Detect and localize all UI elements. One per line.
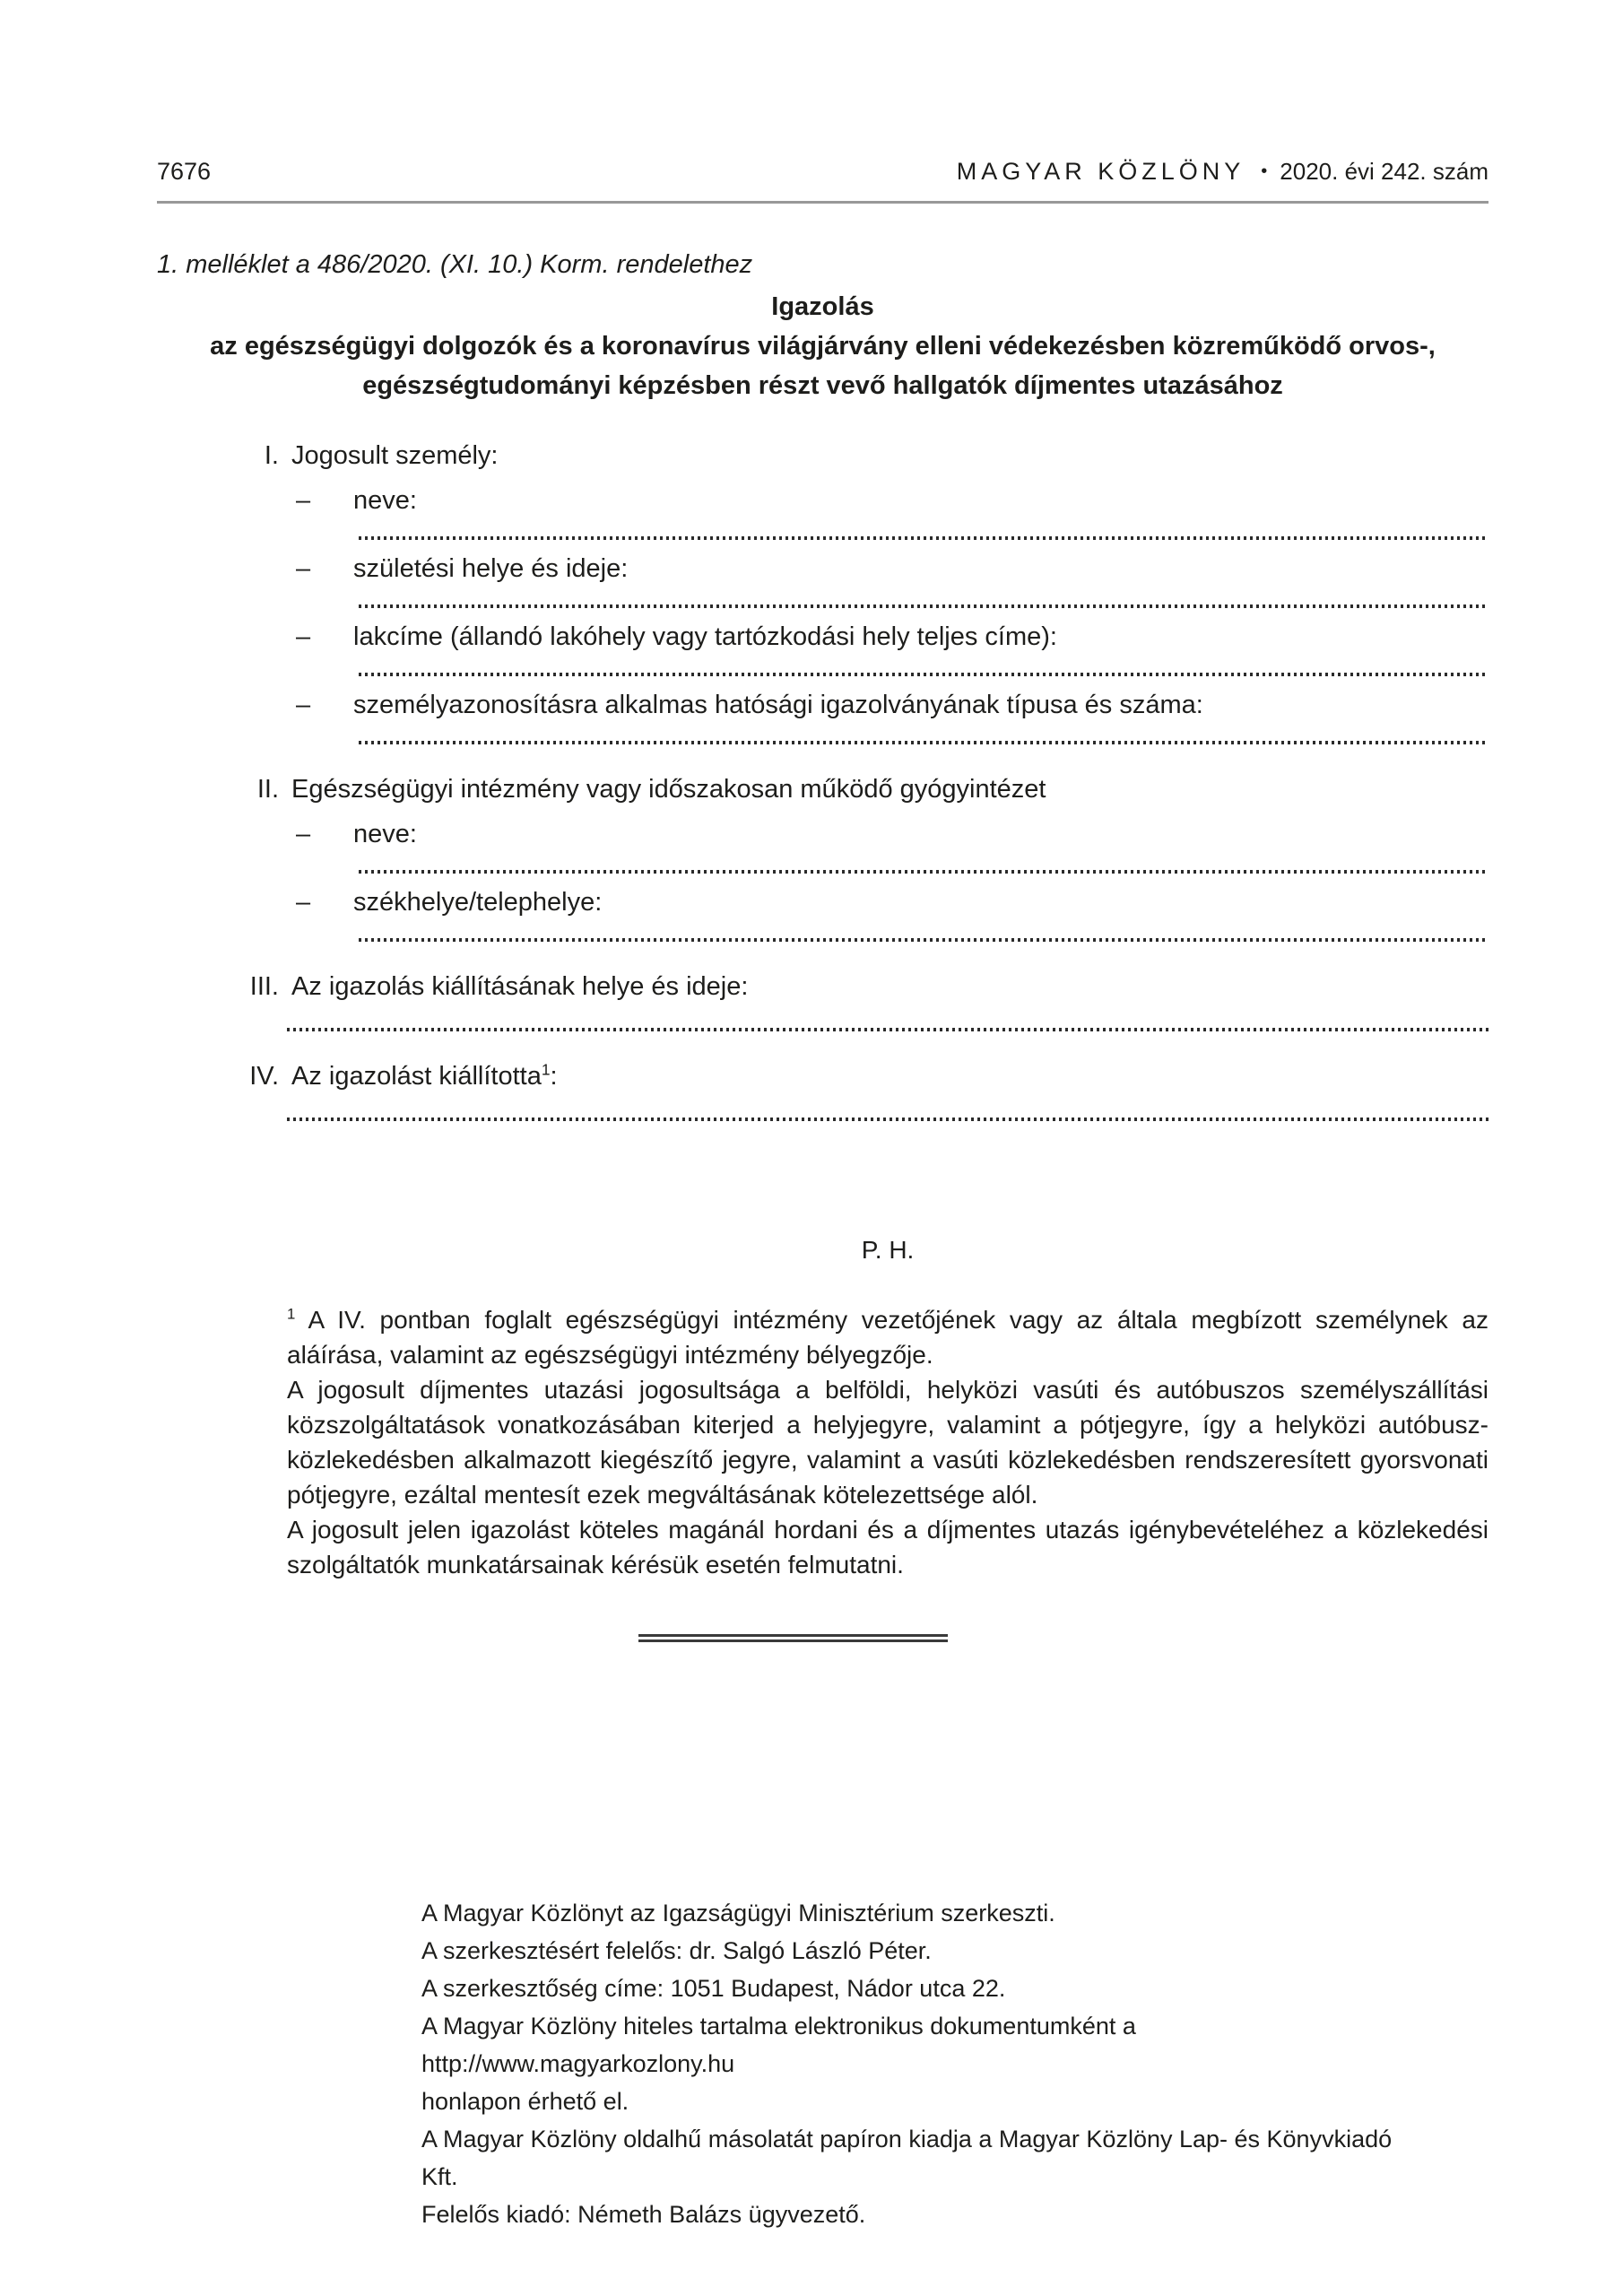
dotted-fill-line — [359, 870, 1488, 874]
title-line-1: Igazolás — [771, 292, 874, 321]
form-field-label — [157, 621, 1488, 653]
footnotes — [287, 1302, 1488, 1582]
dotted-fill-line — [359, 604, 1488, 608]
footnote-paragraph-3: A jogosult jelen igazolást köteles magánál hordani és a díjmentes utazás igénybevételéhez a közlekedési szolgáltatók munkatársainak kérésük esetén felmutatni. — [287, 1516, 1488, 1578]
colophon-line: honlapon érhető el. — [421, 2088, 629, 2115]
field-label: lakcíme (állandó lakóhely vagy tartózkodási hely teljes címe): — [353, 622, 1057, 651]
section-numeral: IV. — [249, 1062, 279, 1091]
page-header — [157, 158, 1488, 186]
colophon-line: A szerkesztésért felelős: dr. Salgó László Péter. — [421, 1937, 932, 1964]
form-field-label — [157, 886, 1488, 918]
journal-title: MAGYAR KÖZLÖNY — [956, 158, 1245, 185]
colophon-line: A Magyar Közlöny hiteles tartalma elektronikus dokumentumként a http://www.magyarkozlony.hu — [421, 2013, 1136, 2077]
section-title: Egészségügyi intézmény vagy időszakosan működő gyógyintézet — [291, 775, 1046, 804]
footnote-paragraph-2: A jogosult díjmentes utazási jogosultsága a belföldi, helyközi vasúti és autóbuszos személyszállítási közszolgáltatások vonatkozásában kiterjed a helyjegyre, valamint a pótjegyre, így a helyközi autóbusz-közlekedésben alkalmazott kiegészítő jegyre, valamint a vasúti közlekedésben rendszeresített gyorsvonati pótjegyre, ezáltal mentesít ezek megváltásának kötelezettsége alól. — [287, 1376, 1488, 1509]
form-field-label — [157, 818, 1488, 850]
section-heading-4 — [157, 1060, 1488, 1092]
footnote-text: A IV. pontban foglalt egészségügyi intézmény vezetőjének vagy az általa megbízott személynek az aláírása, valamint az egészségügyi intézmény bélyegzője. — [287, 1306, 1488, 1369]
dash-bullet: – — [296, 486, 311, 515]
section-title: Az igazolás kiállításának helye és ideje: — [291, 972, 749, 1001]
section-title — [291, 1060, 1488, 1092]
dotted-fill-line — [359, 673, 1488, 676]
section-numeral: I. — [264, 441, 279, 470]
section-title-suffix: : — [550, 1062, 558, 1091]
field-label: neve: — [353, 486, 417, 515]
footnote-reference: 1 — [541, 1060, 551, 1079]
dash-bullet: – — [296, 691, 311, 719]
form-field-label — [157, 484, 1488, 517]
section-heading-3 — [157, 970, 1488, 1003]
form-field-label — [157, 552, 1488, 585]
colophon-line: Felelős kiadó: Németh Balázs ügyvezető. — [421, 2201, 866, 2228]
colophon-line: A Magyar Közlöny oldalhű másolatát papíron kiadja a Magyar Közlöny Lap- és Könyvkiadó Kft. — [421, 2126, 1393, 2190]
annex-reference: 1. melléklet a 486/2020. (XI. 10.) Korm. rendelethez — [157, 250, 753, 279]
dotted-fill-line — [287, 1118, 1488, 1121]
document-title — [157, 287, 1488, 405]
colophon-line: A szerkesztőség címe: 1051 Budapest, Nádor utca 22. — [421, 1975, 1006, 2002]
dash-bullet: – — [296, 622, 311, 651]
dash-bullet: – — [296, 888, 311, 917]
header-rule — [157, 201, 1488, 204]
section-title-text: Az igazolást kiállította — [291, 1062, 542, 1091]
stamp-placeholder: P. H. — [861, 1236, 915, 1264]
field-label: születési helye és ideje: — [353, 554, 629, 583]
journal-header — [957, 158, 1488, 186]
title-line-3: egészségtudományi képzésben részt vevő hallgatók díjmentes utazásához — [362, 371, 1283, 400]
colophon — [421, 1894, 1408, 2233]
title-line-2: az egészségügyi dolgozók és a koronavírus világjárvány elleni védekezésben közreműködő orvos-, — [210, 332, 1436, 361]
field-label: neve: — [353, 820, 417, 848]
form-field-label — [157, 689, 1488, 721]
dotted-fill-line — [359, 938, 1488, 942]
page-number: 7676 — [157, 158, 212, 185]
end-of-issue-double-rule — [638, 1634, 948, 1642]
dotted-fill-line — [359, 536, 1488, 540]
issue-label: 2020. évi 242. szám — [1280, 158, 1488, 185]
footnote-paragraph-1 — [287, 1302, 1488, 1372]
footnote-marker: 1 — [287, 1305, 296, 1323]
section-heading-1 — [157, 439, 1488, 472]
section-numeral: II. — [256, 775, 279, 804]
section-numeral: III. — [249, 972, 279, 1001]
field-label: személyazonosításra alkalmas hatósági igazolványának típusa és száma: — [353, 691, 1203, 719]
field-label: székhelye/telephelye: — [353, 888, 603, 917]
colophon-line: A Magyar Közlönyt az Igazságügyi Minisztérium szerkeszti. — [421, 1900, 1055, 1926]
section-title: Jogosult személy: — [291, 441, 499, 470]
bullet-separator-icon: • — [1261, 161, 1268, 181]
dotted-fill-line — [287, 1028, 1488, 1031]
certificate-form — [157, 439, 1488, 1121]
section-heading-2 — [157, 773, 1488, 805]
dash-bullet: – — [296, 554, 311, 583]
dash-bullet: – — [296, 820, 311, 848]
dotted-fill-line — [359, 741, 1488, 744]
